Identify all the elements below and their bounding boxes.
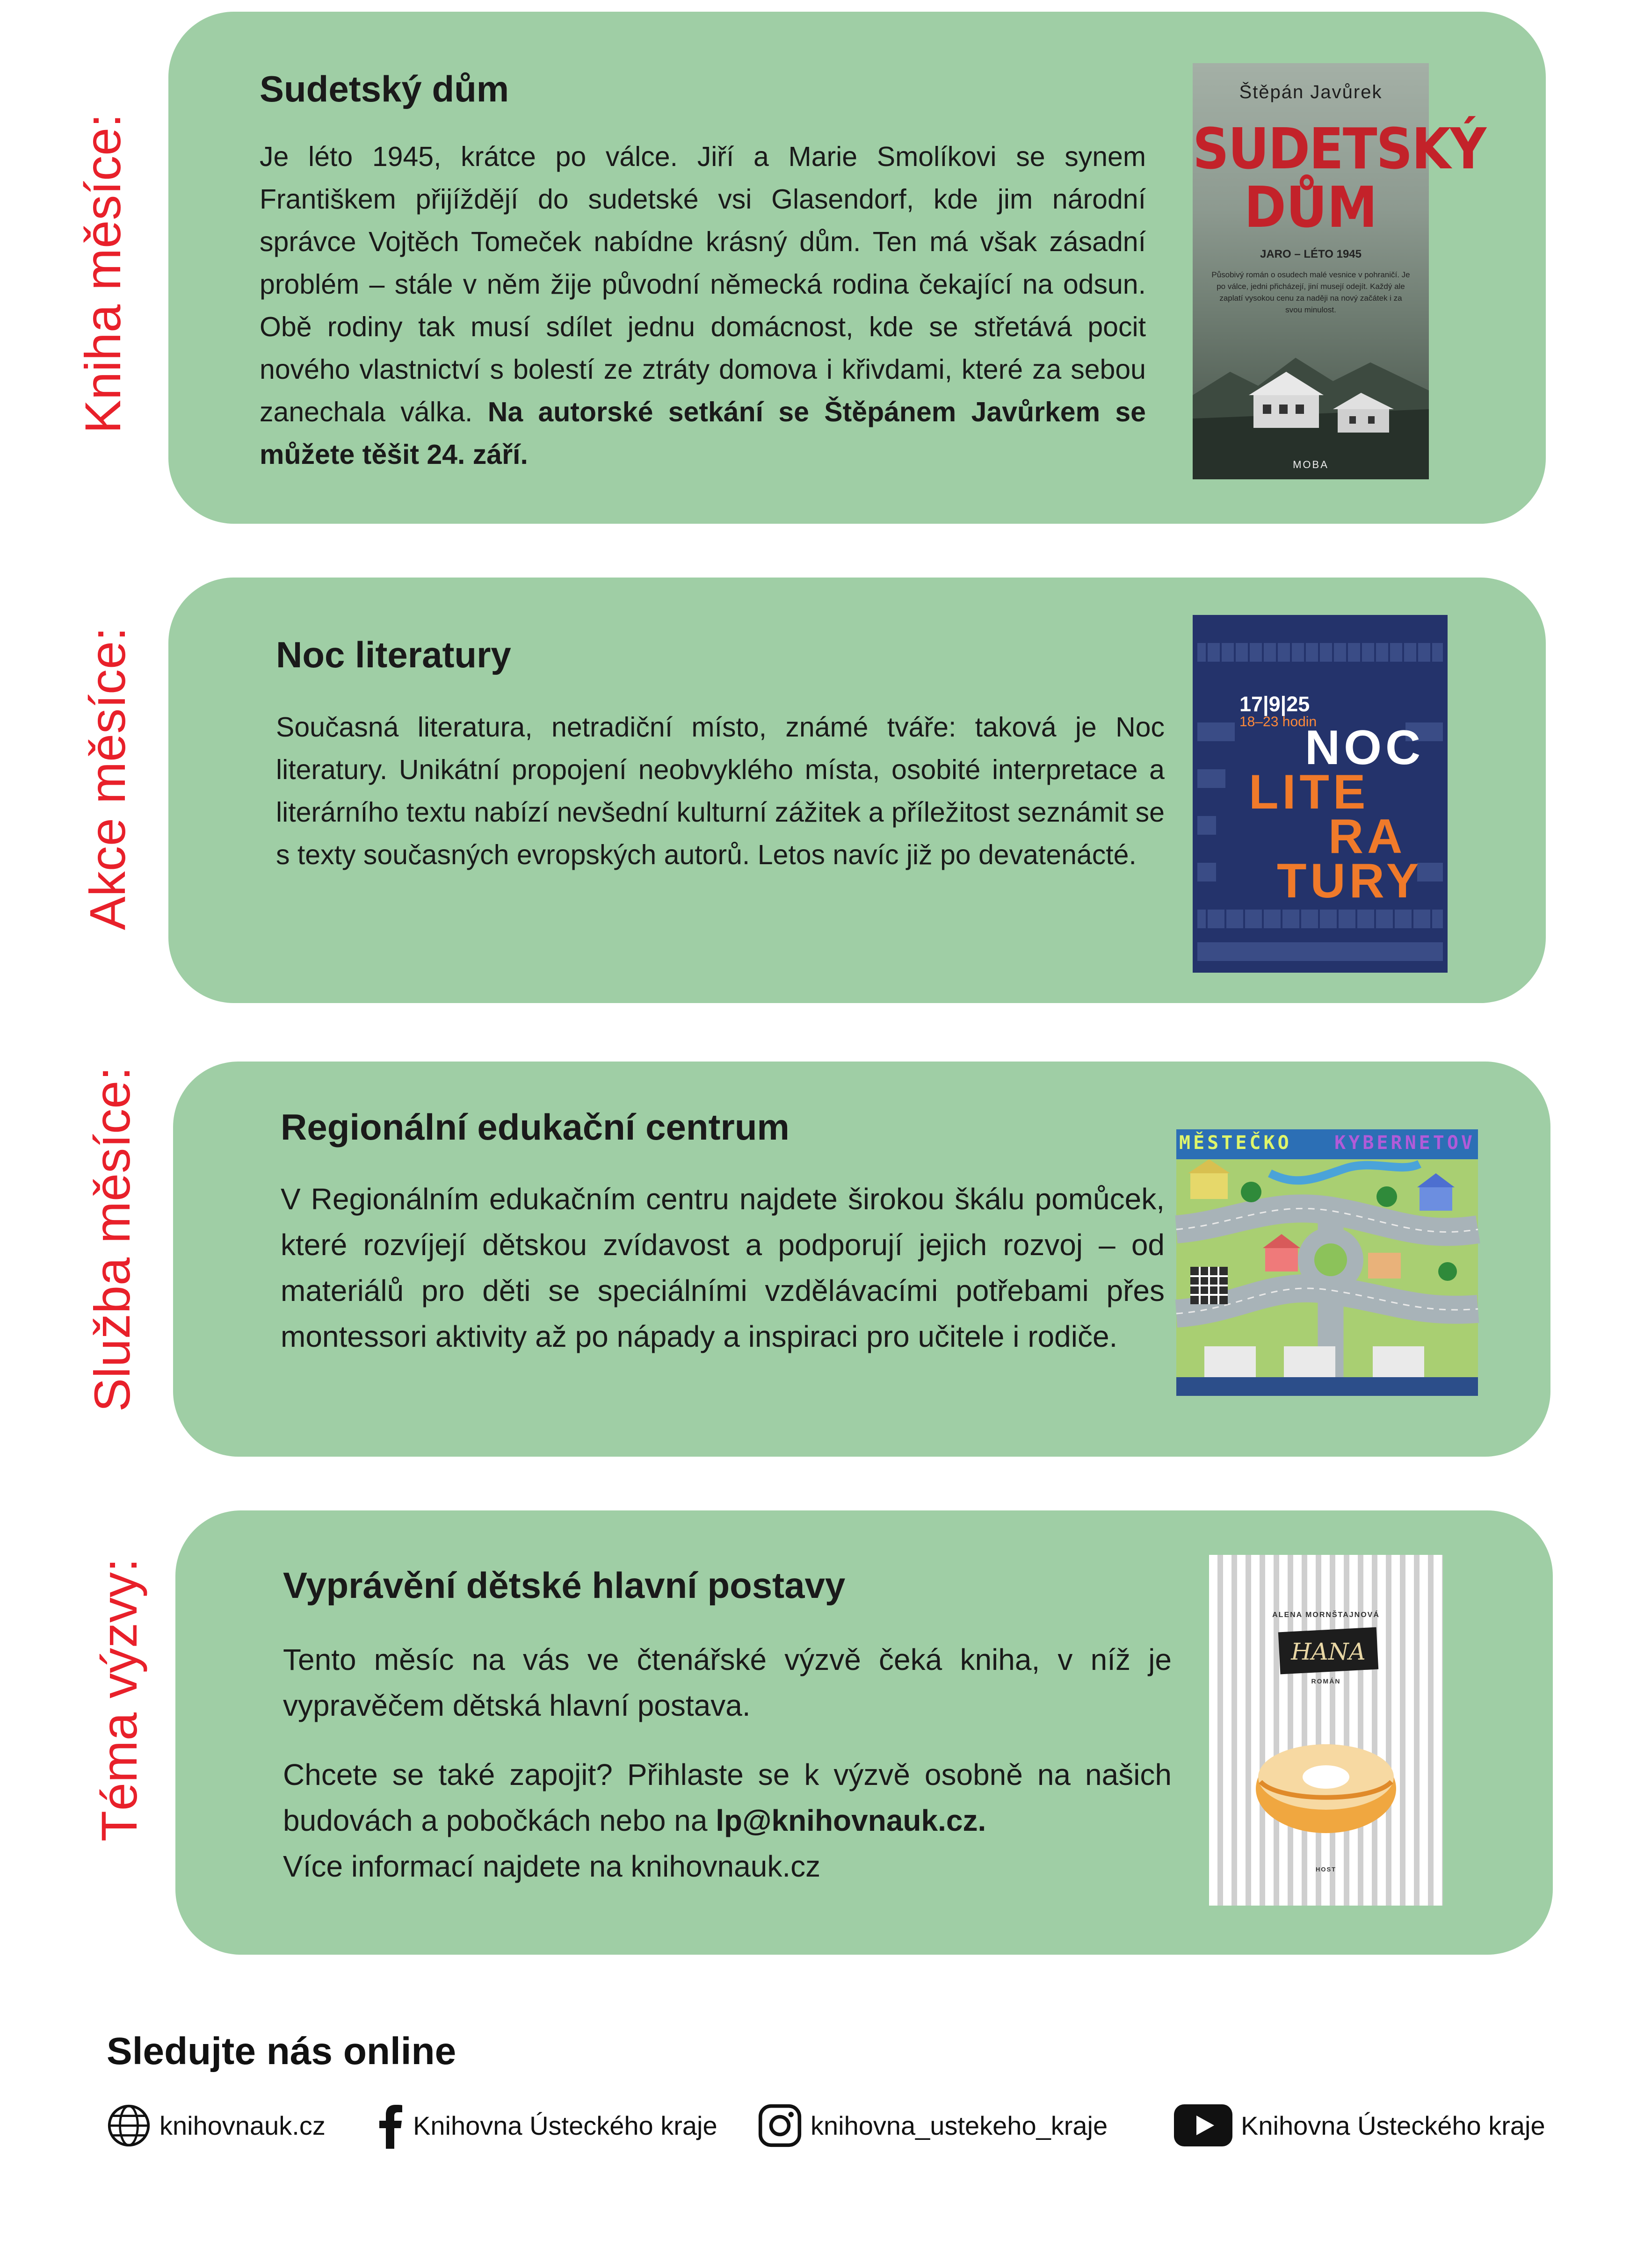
card-title: Regionální edukační centrum <box>281 1106 790 1148</box>
book-cover-hana[interactable] <box>1209 1555 1443 1906</box>
card-description <box>283 1637 1172 1889</box>
town-map-illustration <box>1176 1159 1478 1396</box>
social-instagram-link[interactable] <box>758 2102 1108 2149</box>
follow-us-heading: Sledujte nás online <box>107 2030 456 2073</box>
card-service-of-month <box>173 1062 1550 1457</box>
social-facebook-link[interactable] <box>377 2102 717 2149</box>
section-label-book-of-month: Kniha měsíce: <box>74 113 131 434</box>
cover-landscape-illustration <box>1193 339 1429 479</box>
card-description: V Regionálním edukačním centru najdete širokou škálu pomůcek, které rozvíjejí dětskou zvídavost a podporují jejich rozvoj – od materiálů pro děti se speciálními vzdělávacími potřebami přes montessori aktivity až po nápady a inspiraci pro učitele i rodiče. <box>281 1182 1165 1353</box>
cover-author: ALENA MORNŠTAJNOVÁ <box>1272 1611 1380 1619</box>
facebook-icon <box>377 2102 405 2149</box>
card-title: Noc literatury <box>276 634 511 675</box>
poster-hours: 18–23 hodin <box>1239 714 1317 730</box>
instagram-icon <box>758 2103 802 2148</box>
social-website-link[interactable] <box>107 2102 326 2149</box>
cover-author: Štěpán Javůrek <box>1239 82 1383 102</box>
more-info: Více informací najdete na knihovnauk.cz <box>283 1849 821 1883</box>
social-label: Knihovna Ústeckého kraje <box>413 2110 717 2140</box>
cover-genre: ROMÁN <box>1311 1677 1341 1685</box>
author-meeting-note: Na autorské setkání se Štěpánem Javůrkem se můžete těšit 24. září. <box>260 397 1146 470</box>
card-event-of-month <box>168 578 1546 1003</box>
game-cover-mestecko-kybernetov[interactable]: MĚSTEČKO KYBERNETOV <box>1176 1129 1478 1396</box>
social-label: Knihovna Ústeckého kraje <box>1241 2110 1545 2140</box>
social-label: knihovnauk.cz <box>159 2110 326 2140</box>
cover-title-line2: DŮM <box>1244 175 1377 240</box>
cover-cake-illustration <box>1209 1733 1443 1840</box>
card-challenge-theme <box>175 1510 1553 1955</box>
section-label-event-of-month: Akce měsíce: <box>79 627 136 931</box>
card-title: Sudetský dům <box>260 68 509 109</box>
section-label-challenge-theme: Téma výzvy: <box>91 1558 147 1842</box>
social-label: knihovna_ustekeho_kraje <box>811 2110 1108 2140</box>
poster-word-lite: LITE <box>1249 765 1369 819</box>
cover-blurb: Působivý román o osudech malé vesnice v pohraničí. Je po válce, jedni přicházejí, jiní musejí odejít. Každý ale zaplatí vysokou cenu za naději na nový začátek i za svou minulost. <box>1211 270 1410 314</box>
poster-word-ra: RA <box>1328 809 1406 864</box>
cover-publisher: MOBA <box>1293 459 1329 470</box>
social-youtube-link[interactable] <box>1174 2102 1545 2149</box>
globe-icon <box>107 2103 151 2148</box>
card-title: Vyprávění dětské hlavní postavy <box>283 1565 846 1606</box>
card-book-of-month <box>168 12 1546 524</box>
cover-title: HANA <box>1291 1638 1366 1665</box>
poster-word-noc: NOC <box>1305 721 1425 775</box>
cover-publisher: HOST <box>1315 1866 1337 1873</box>
card-description: Současná literatura, netradiční místo, známé tváře: taková je Noc literatury. Unikátní propojení neobvyklého místa, osobité interpretace a literárního textu nabízí nevšední kulturní zážitek a příležitost seznámit se s texty současných evropských autorů. Letos navíc již po devatenácté. <box>276 712 1165 870</box>
section-label-service-of-month: Služba měsíce: <box>84 1066 140 1412</box>
cover-subtitle: JARO – LÉTO 1945 <box>1260 248 1362 260</box>
youtube-icon <box>1174 2104 1232 2146</box>
card-description: Je léto 1945, krátce po válce. Jiří a Marie Smolíkovi se synem Františkem přijíždějí do sudetské vsi Glasendorf, kde jim národní správce Vojtěch Tomeček nabídne krásný dům. Ten má však zásadní problém – stále v něm žije původní německá rodina čekající na odsun. Obě rodiny tak musí sdílet jednu domácnost, kde se střetává pocit nového vlastnictví s bolestí ze ztráty domova i křivdami, které za sebou zanechala válka. Na autorské setkání se Štěpánem Javůrkem se můžete těšit 24. září. <box>260 141 1146 470</box>
event-poster-noc-literatury[interactable] <box>1193 615 1448 973</box>
poster-word-tury: TURY <box>1277 854 1423 908</box>
email-link[interactable]: lp@knihovnauk.cz. <box>716 1804 986 1837</box>
poster-date: 17|9|25 <box>1239 692 1310 716</box>
cover-bottom-bar <box>1176 1377 1478 1396</box>
challenge-intro: Tento měsíc na vás ve čtenářské výzvě čeká kniha, v níž je vypravěčem dětská hlavní postava. <box>283 1643 1172 1722</box>
cover-title-line1: SUDETSKÝ <box>1193 117 1486 182</box>
challenge-join: Chcete se také zapojit? Přihlaste se k výzvě osobně na našich budovách a pobočkách nebo na lp@knihovnauk.cz. Více informací najdete na knihovnauk.cz <box>283 1752 1172 1889</box>
book-cover-sudetsky-dum[interactable] <box>1193 63 1486 479</box>
